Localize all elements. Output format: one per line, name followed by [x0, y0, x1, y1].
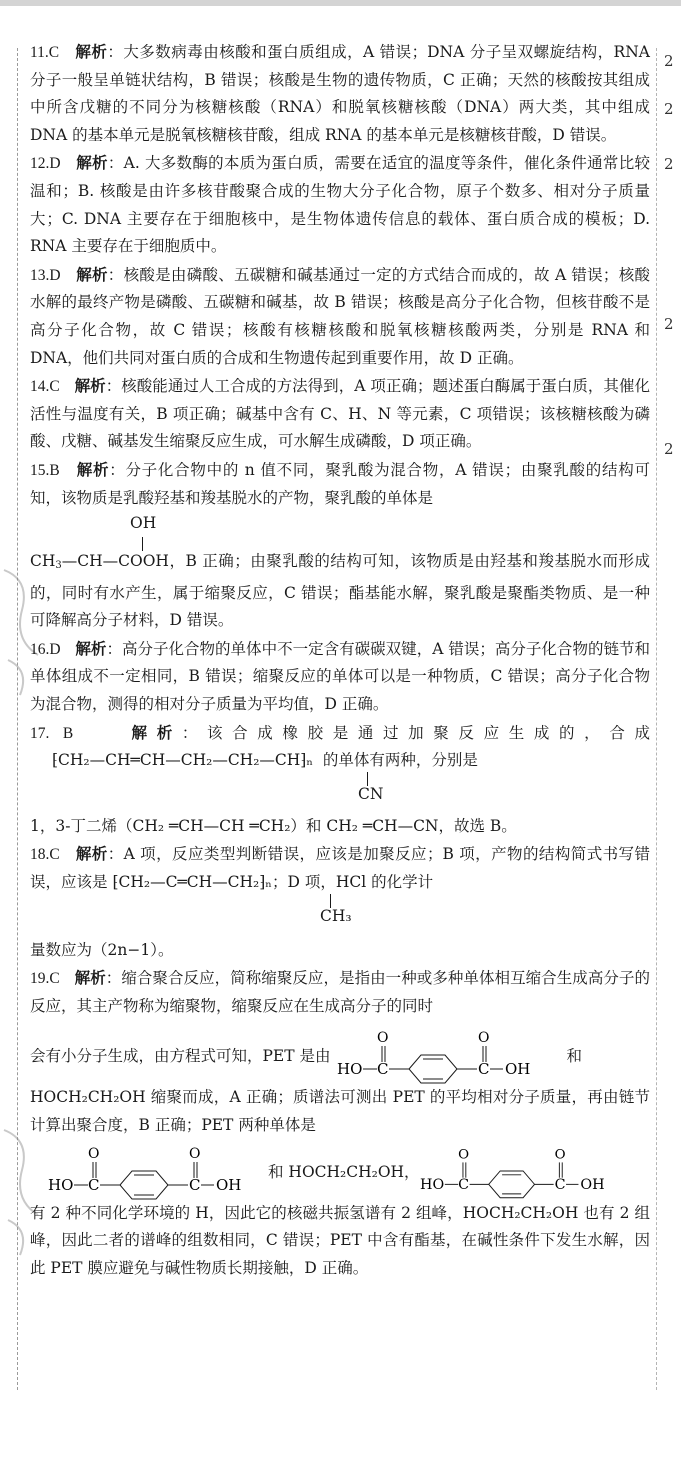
- ho-label: HO: [336, 1060, 362, 1079]
- explanation-text: ：核酸是由磷酸、五碳糖和碱基通过一定的方式结合而成的，故 A 错误；核酸水解的最终产物是磷酸、五碳糖和碱基，故 B 错误；核酸是高分子化合物，但核苷酸不是高分子化合物，故 C 错误；核酸有核糖核酸和脱氧核糖核酸两类，分别是 RNA 和 DNA，他们共同对蛋白质的合成和生物遗传起到重要作用，故 D 正确。: [30, 265, 650, 367]
- question-number: 12.D: [30, 155, 61, 173]
- explanation-text: ：分子化合物中的 n 值不同，聚乳酸为混合物，A 错误；由聚乳酸的结构可知，该物质是乳酸羟基和羧基脱水的产物，聚乳酸的单体是: [30, 460, 650, 507]
- explanation-text: HOCH₂CH₂OH 缩聚而成，A 正确；质谱法可测出 PET 的平均相对分子质量，再由链节计算出聚合度，B 正确；PET 两种单体是: [30, 1088, 650, 1134]
- right-dashed-rule: [656, 48, 657, 1390]
- question-17: [30, 719, 650, 841]
- methyl-group: CH₃: [320, 906, 352, 925]
- analysis-label: 解析: [75, 844, 108, 864]
- analysis-label: 解析: [131, 722, 182, 742]
- question-number: 14.C: [30, 378, 60, 396]
- question-15: [30, 456, 650, 635]
- question-number: 11.C: [30, 44, 60, 61]
- side-mark: 2: [664, 52, 674, 70]
- explanation-text: ；D 项，HCl 的化学计: [272, 873, 434, 892]
- question-number: 16.D: [30, 640, 61, 658]
- rubber-polymer-formula: ⁅CH₂—CH═CH—CH₂—CH₂—CH⁆ₙ: [52, 751, 314, 770]
- question-number: 19.C: [30, 970, 60, 988]
- side-mark: 2: [664, 100, 674, 118]
- question-number: 17. B: [30, 724, 74, 742]
- explanation-text: 会有小分子生成，由方程式可知，PET 是由: [30, 1047, 331, 1066]
- svg-text:HO: HO: [419, 1176, 444, 1193]
- svg-text:OH: OH: [504, 1060, 530, 1079]
- cyano-group: CN: [358, 784, 384, 803]
- explanation-text: 有 2 种不同化学环境的 H，因此它的核磁共振氢谱有 2 组峰，HOCH₂CH₂OH 也有 2 组峰，因此二者的谱峰的组数相同，C 错误；PET 中含有酯基，在碱性条件下发生水解，因此 PET 膜应避免与碱性物质长期接触，D 正确。: [30, 1203, 650, 1277]
- svg-text:C: C: [457, 1176, 469, 1193]
- question-14: [30, 372, 650, 456]
- explanation-text: 量数应为（2n−1）。: [30, 940, 174, 959]
- pet-formula-line: [30, 1026, 650, 1084]
- side-mark: 2: [664, 440, 674, 458]
- top-edge-strip: [0, 0, 681, 6]
- question-number: 18.C: [30, 846, 60, 864]
- formula-ch3: $CH_3$: [30, 552, 62, 572]
- analysis-label: 解析: [75, 42, 108, 61]
- explanation-text: ：核酸能通过人工合成的方法得到，A 项正确；题述蛋白酶属于蛋白质，其催化活性与温度有关，B 项正确；碱基中含有 C、H、N 等元素，C 项错误；该核糖核酸为磷酸、戊糖、碱基发生缩聚反应生成，可水解生成磷酸，D 项正确。: [30, 377, 650, 451]
- question-19: [30, 964, 650, 1282]
- svg-text:OH: OH: [579, 1176, 605, 1193]
- svg-text:C: C: [376, 1060, 388, 1079]
- analysis-label: 解析: [76, 153, 108, 173]
- question-13: [30, 261, 650, 372]
- svg-text:O: O: [457, 1147, 469, 1163]
- side-mark: 2: [664, 315, 674, 333]
- hydroxyl-group: OH: [130, 514, 157, 533]
- svg-text:HO: HO: [48, 1175, 74, 1194]
- formula-chain: —CH—COOH: [61, 552, 169, 571]
- svg-text:O: O: [189, 1145, 201, 1162]
- analysis-label: 解析: [76, 264, 108, 284]
- svg-text:C: C: [88, 1175, 100, 1194]
- side-mark: 2: [664, 155, 674, 173]
- question-11: [30, 38, 650, 149]
- answer-explanations: [30, 38, 650, 1282]
- explanation-text: 和: [566, 1047, 583, 1066]
- terephthalic-acid-structure: [48, 1142, 268, 1200]
- analysis-label: 解析: [76, 459, 110, 479]
- question-number: 13.D: [30, 266, 61, 284]
- analysis-label: 解析: [74, 376, 106, 396]
- explanation-text: ：大多数病毒由核酸和蛋白质组成，A 错误；DNA 分子呈双螺旋结构，RNA 分子一般呈单链状结构，B 错误；核酸是生物的遗传物质，C 正确；天然的核酸按其组成中所含戊糖的不同分为核糖核酸（RNA）和脱氧核糖核酸（DNA）两大类，其中组成 DNA 的基本单元是脱氧核糖核苷酸，组成 RNA 的基本单元是核糖核苷酸，D 错误。: [30, 43, 650, 144]
- explanation-text: 1，3-丁二烯（CH₂ ═CH—CH ═CH₂）和 CH₂ ═CH—CN，故选 B。: [30, 816, 517, 835]
- svg-text:O: O: [376, 1030, 388, 1047]
- svg-text:OH: OH: [216, 1175, 242, 1194]
- svg-text:O: O: [554, 1147, 566, 1163]
- svg-text:C: C: [477, 1060, 489, 1079]
- explanation-text: ：高分子化合物的单体中不一定含有碳碳双键，A 错误；高分子化合物的链节和单体组成不一定相同，B 错误；缩聚反应的单体可以是一种物质，C 错误；高分子化合物为混合物，测得的相对分子质量为平均值，D 正确。: [30, 639, 650, 714]
- explanation-text: 和 HOCH₂CH₂OH，: [268, 1162, 420, 1181]
- explanation-text: ：缩合聚合反应，简称缩聚反应，是指由一种或多种单体相互缩合生成高分子的反应，其主产物称为缩聚物，缩聚反应在生成高分子的同时: [30, 969, 650, 1015]
- terephthalic-acid-structure: [337, 1026, 557, 1084]
- analysis-label: 解析: [75, 638, 107, 658]
- svg-text:O: O: [88, 1145, 100, 1162]
- svg-text:C: C: [189, 1175, 201, 1194]
- lactic-acid-formula: [30, 512, 650, 635]
- question-number: 15.B: [30, 461, 60, 479]
- explanation-text: ：A 项，反应类型判断错误，应该是加聚反应；B 项，产物的结构简式书写错误，应该是: [30, 845, 650, 892]
- question-16: [30, 635, 650, 719]
- explanation-text: 的单体有两种，分别是: [322, 751, 478, 770]
- question-18: [30, 840, 650, 964]
- terephthalic-acid-structure: [420, 1142, 630, 1200]
- pet-monomers-line: [30, 1142, 650, 1200]
- isoprene-polymer-formula: ⁅CH₂—C═CH—CH₂⁆ₙ: [112, 873, 273, 892]
- explanation-text: ，B 正确；由聚乳酸的结构可知，该物质是由羟基和羧基脱水而形成的，同时有水产生，属于缩聚反应，C 错误；酯基能水解，聚乳酸是聚酯类物质、是一种可降解高分子材料，D 错误。: [30, 552, 650, 630]
- svg-text:O: O: [477, 1030, 489, 1047]
- explanation-text: ：该合成橡胶是通过加聚反应生成的，合成: [181, 723, 650, 742]
- explanation-text: ：A. 大多数酶的本质为蛋白质，需要在适宜的温度等条件，催化条件通常比较温和；B. 核酸是由许多核苷酸聚合成的生物大分子化合物，原子个数多、相对分子质量大；C. DNA 主要存在于细胞核中，是生物体遗传信息的载体、蛋白质合成的模板；D. RNA 主要存在于细胞质中。: [30, 154, 650, 256]
- analysis-label: 解析: [74, 968, 106, 988]
- question-12: [30, 149, 650, 260]
- svg-text:C: C: [554, 1176, 566, 1193]
